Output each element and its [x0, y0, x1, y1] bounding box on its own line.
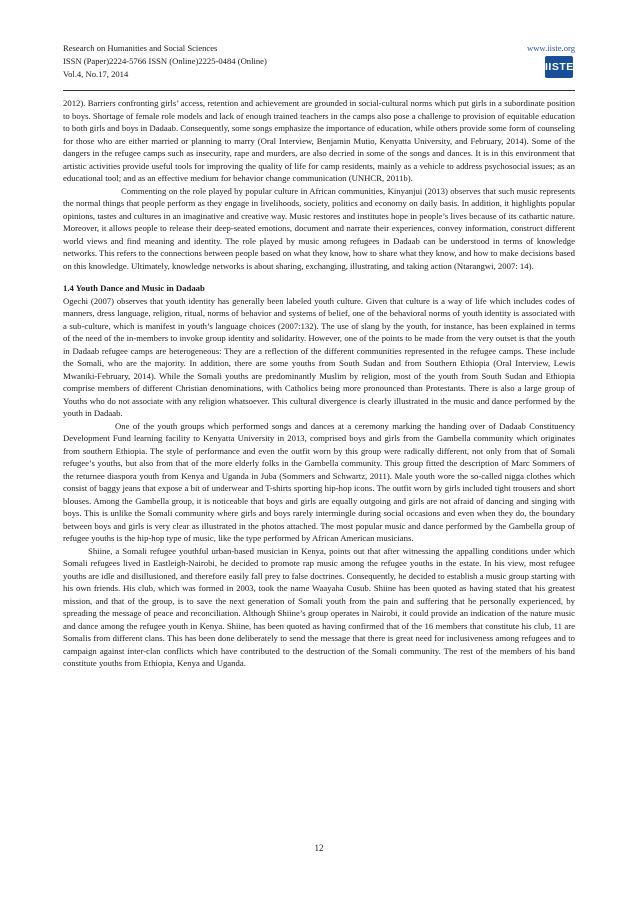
- paragraph-2: Commenting on the role played by popular culture in African communities, Kinyanjui (2013) observes that such music represents the normal things that people perform as they engage in livelihoods, society, politics and economy on daily basis. In addition, it highlights popular opinions, tastes and cultures in an imaginative and creative way. Music restores and institutes hope in people’s lives because of its cathartic nature. Moreover, it allows people to release their deep-seated emotions, document and narrate their experiences, convey information, construct different world views and find meaning and identity. The role played by music among refugees in Dadaab can be understood in terms of knowledge networks. This refers to the connections between people based on what they know, how to share what they know, and how to make decisions based on this knowledge. Ultimately, knowledge networks is about sharing, exchanging, illustrating, and taking action (Ntarangwi, 2007: 14).: [63, 185, 575, 271]
- paragraph-1: 2012). Barriers confronting girls’ access, retention and achievement are grounded in social-cultural norms which put girls in a subordinate position to boys. Shortage of female role models and lack of enough trained teachers in the camps also pose a challenge to provision of equitable education to both girls and boys in Dadaab. Consequently, some songs emphasize the importance of education, while others provide some form of counseling for those who are either married or planning to marry (Oral Interview, Benjamin Mutio, Kenyatta University, and February, 2014). Some of the dangers in the refugee camps such as insecurity, rape and murders, are also decried in some of the songs and dances. It is in this environment that artistic activities provide useful tools for improving the quality of life for camp residents, mainly as a vehicle to address psychosocial issues; as an educational tool; and as an effective medium for behavior change communication (UNHCR, 2011b).: [63, 98, 575, 183]
- journal-title: Research on Humanities and Social Sciences: [63, 43, 218, 53]
- article-body: [63, 97, 575, 670]
- page-number: 12: [314, 843, 324, 853]
- iiste-logo: IISTE: [545, 56, 573, 78]
- issn-line: ISSN (Paper)2224-5766 ISSN (Online)2225-0484 (Online): [63, 56, 267, 66]
- journal-url-link[interactable]: www.iiste.org: [527, 43, 575, 53]
- header-divider: [63, 90, 575, 91]
- paragraph-3: Ogechi (2007) observes that youth identity has generally been labeled youth culture. Given that culture is a way of life which includes codes of manners, dress language, religion, ritual, norms of behavior and systems of belief, one of the behavioral norms of youth identity is associated with a sub-culture, which is manifest in youth’s language choices (2007:132). The use of slang by the youth, for instance, has been explained in terms of the need of the in-members to invoke group identity and solidarity. However, one of the points to be made from the very outset is that the youth in Dadaab refugee camps are heterogeneous: They are a reflection of the different communities represented in the refugee camps. These include the Somali, who are the majority. In addition, there are some youths from South Sudan and from Southern Ethiopia (Oral Interview, Lewis Mwaniki-February, 2014). While the Somali youths are predominantly Muslim by religion, most of the youth from South Sudan and Ethiopia comprise members of different Christian denominations, with Catholics being more pronounced than Protestants. There is also a large group of Youths who do not associate with any religion whatsoever. This cultural divergence is clearly illustrated in the music and dance performed by the youth in Dadaab.: [63, 295, 575, 418]
- paragraph-4: One of the youth groups which performed songs and dances at a ceremony marking the handing over of Dadaab Constituency Development Fund learning facility to Kenyatta University in 2013, comprised boys and girls from the Gambella community which originates from southern Ethiopia. The style of performance and even the outfit worn by this group were radically different, not only from that of Somali refugee’s youths, but also from that of the more elderly folks in the Gambella community. This group fitted the description of Marc Sommers of the returnee diaspora youth from Kenya and Uganda in Juba (Sommers and Schwartz, 2011). Male youth wore the so-called nigga clothes which consist of baggy jeans that expose a bit of underwear and T-shirts sporting hip-hop icons. The outfit worn by girls included tight trousers and short blouses. Among the Gambella group, it is noticeable that boys and girls are equally outgoing and girls are not afraid of dancing and singing with boys. This is unlike the Somali community where girls and boys rarely intermingle during social occasions and even when they do, the boundary between boys and girls is very clear as illustrated in the photos attached. The most popular music and dance performed by the Gambella group of refugee youths is the hip-hop type of music, like the type performed by African American musicians.: [63, 420, 575, 543]
- volume-line: Vol.4, No.17, 2014: [63, 69, 129, 79]
- paragraph-5: Shiine, a Somali refugee youthful urban-based musician in Kenya, points out that after witnessing the appalling conditions under which Somali refugees lived in Eastleigh-Nairobi, he decided to promote rap music among the refugee youths in the estate. In his view, most refugee youths are idle and disillusioned, and therefore easily fall prey to false doctrines. Consequently, he decided to establish a music group starting with his own friends. His club, which was formed in 2003, took the name Waayaha Cusub. Shiine has been quoted as having stated that his greatest mission, and that of the group, is to save the next generation of Somali youth from the pain and suffering that he personally experienced, by spreading the message of peace and reconciliation. Although Shiine’s group operates in Nairobi, it could provide an indication of the nature music and dance among the refugee youth in Kenya. Shiine, has been quoted as having confirmed that of the 16 members that constitute his club, 11 are Somalis from different clans. This has been done deliberately to send the message that there is great need for inclusiveness among refugees and to campaign against inter-clan conflicts which have contributed to the destruction of the Somali community. The rest of the members of his band constitute youths from Ethiopia, Kenya and Uganda.: [63, 545, 575, 668]
- page-header: [63, 42, 575, 94]
- section-heading: 1.4 Youth Dance and Music in Dadaab: [63, 283, 205, 293]
